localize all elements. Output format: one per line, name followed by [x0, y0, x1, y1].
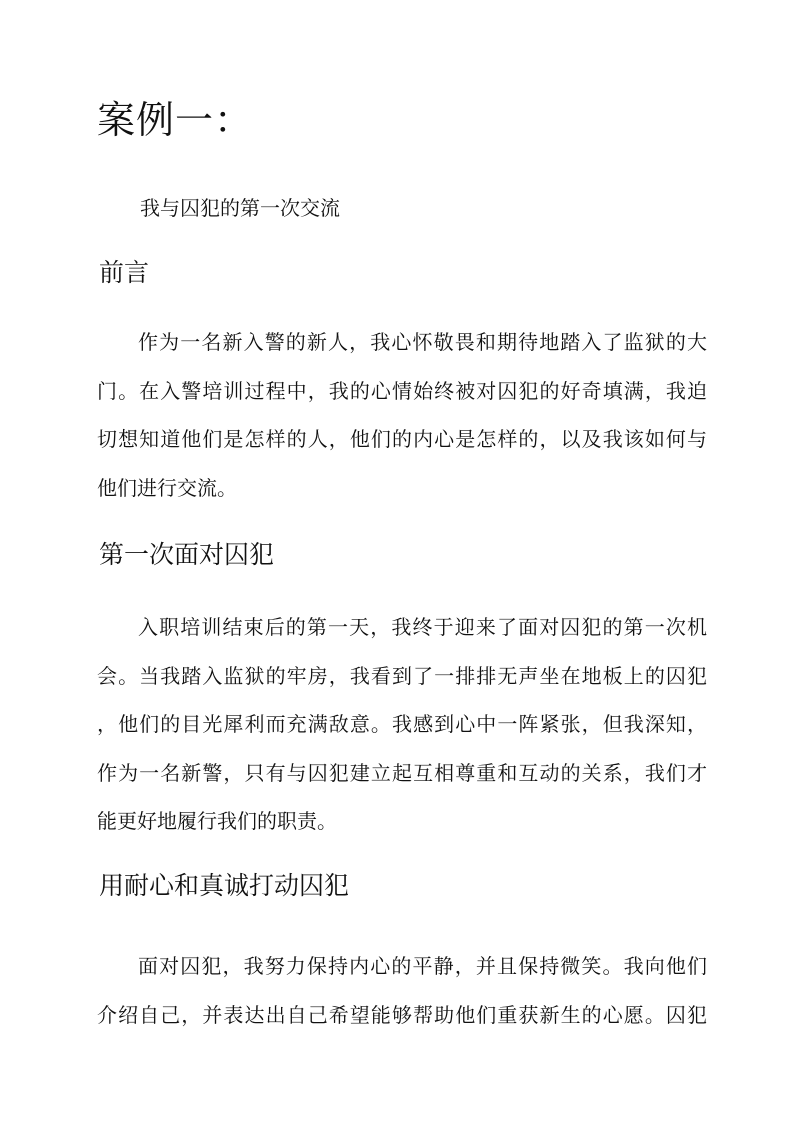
section-heading-patience-sincerity: 用耐心和真诚打动囚犯	[99, 871, 350, 900]
paragraph-line: 能更好地履行我们的职责。	[97, 809, 337, 833]
paragraph-line: 介绍自己，并表达出自己希望能够帮助他们重获新生的心愿。囚犯	[97, 1002, 707, 1027]
paragraph-line: 门。在入警培训过程中，我的心情始终被对囚犯的好奇填满，我迫	[97, 378, 707, 403]
paragraph-line: 切想知道他们是怎样的人，他们的内心是怎样的，以及我该如何与	[97, 427, 707, 451]
paragraph-first-encounter	[97, 603, 707, 846]
document-subtitle: 我与囚犯的第一次交流	[140, 196, 340, 220]
paragraph-line: 入职培训结束后的第一天，我终于迎来了面对囚犯的第一次机	[138, 615, 707, 639]
document-title: 案例一：	[97, 98, 254, 142]
paragraph-patience-sincerity	[97, 942, 707, 1039]
paragraph-line: ，他们的目光犀利而充满敌意。我感到心中一阵紧张，但我深知，	[97, 712, 707, 736]
paragraph-preface	[97, 318, 707, 512]
section-heading-preface: 前言	[99, 258, 150, 287]
paragraph-line: 作为一名新警，只有与囚犯建立起互相尊重和互动的关系，我们才	[97, 760, 707, 785]
paragraph-line: 会。当我踏入监狱的牢房，我看到了一排排无声坐在地板上的囚犯	[97, 663, 707, 688]
paragraph-line: 面对囚犯，我努力保持内心的平静，并且保持微笑。我向他们	[138, 954, 707, 978]
paragraph-line: 作为一名新入警的新人，我心怀敬畏和期待地踏入了监狱的大	[138, 330, 707, 354]
paragraph-line: 他们进行交流。	[97, 475, 237, 500]
section-heading-first-encounter: 第一次面对囚犯	[99, 540, 275, 569]
